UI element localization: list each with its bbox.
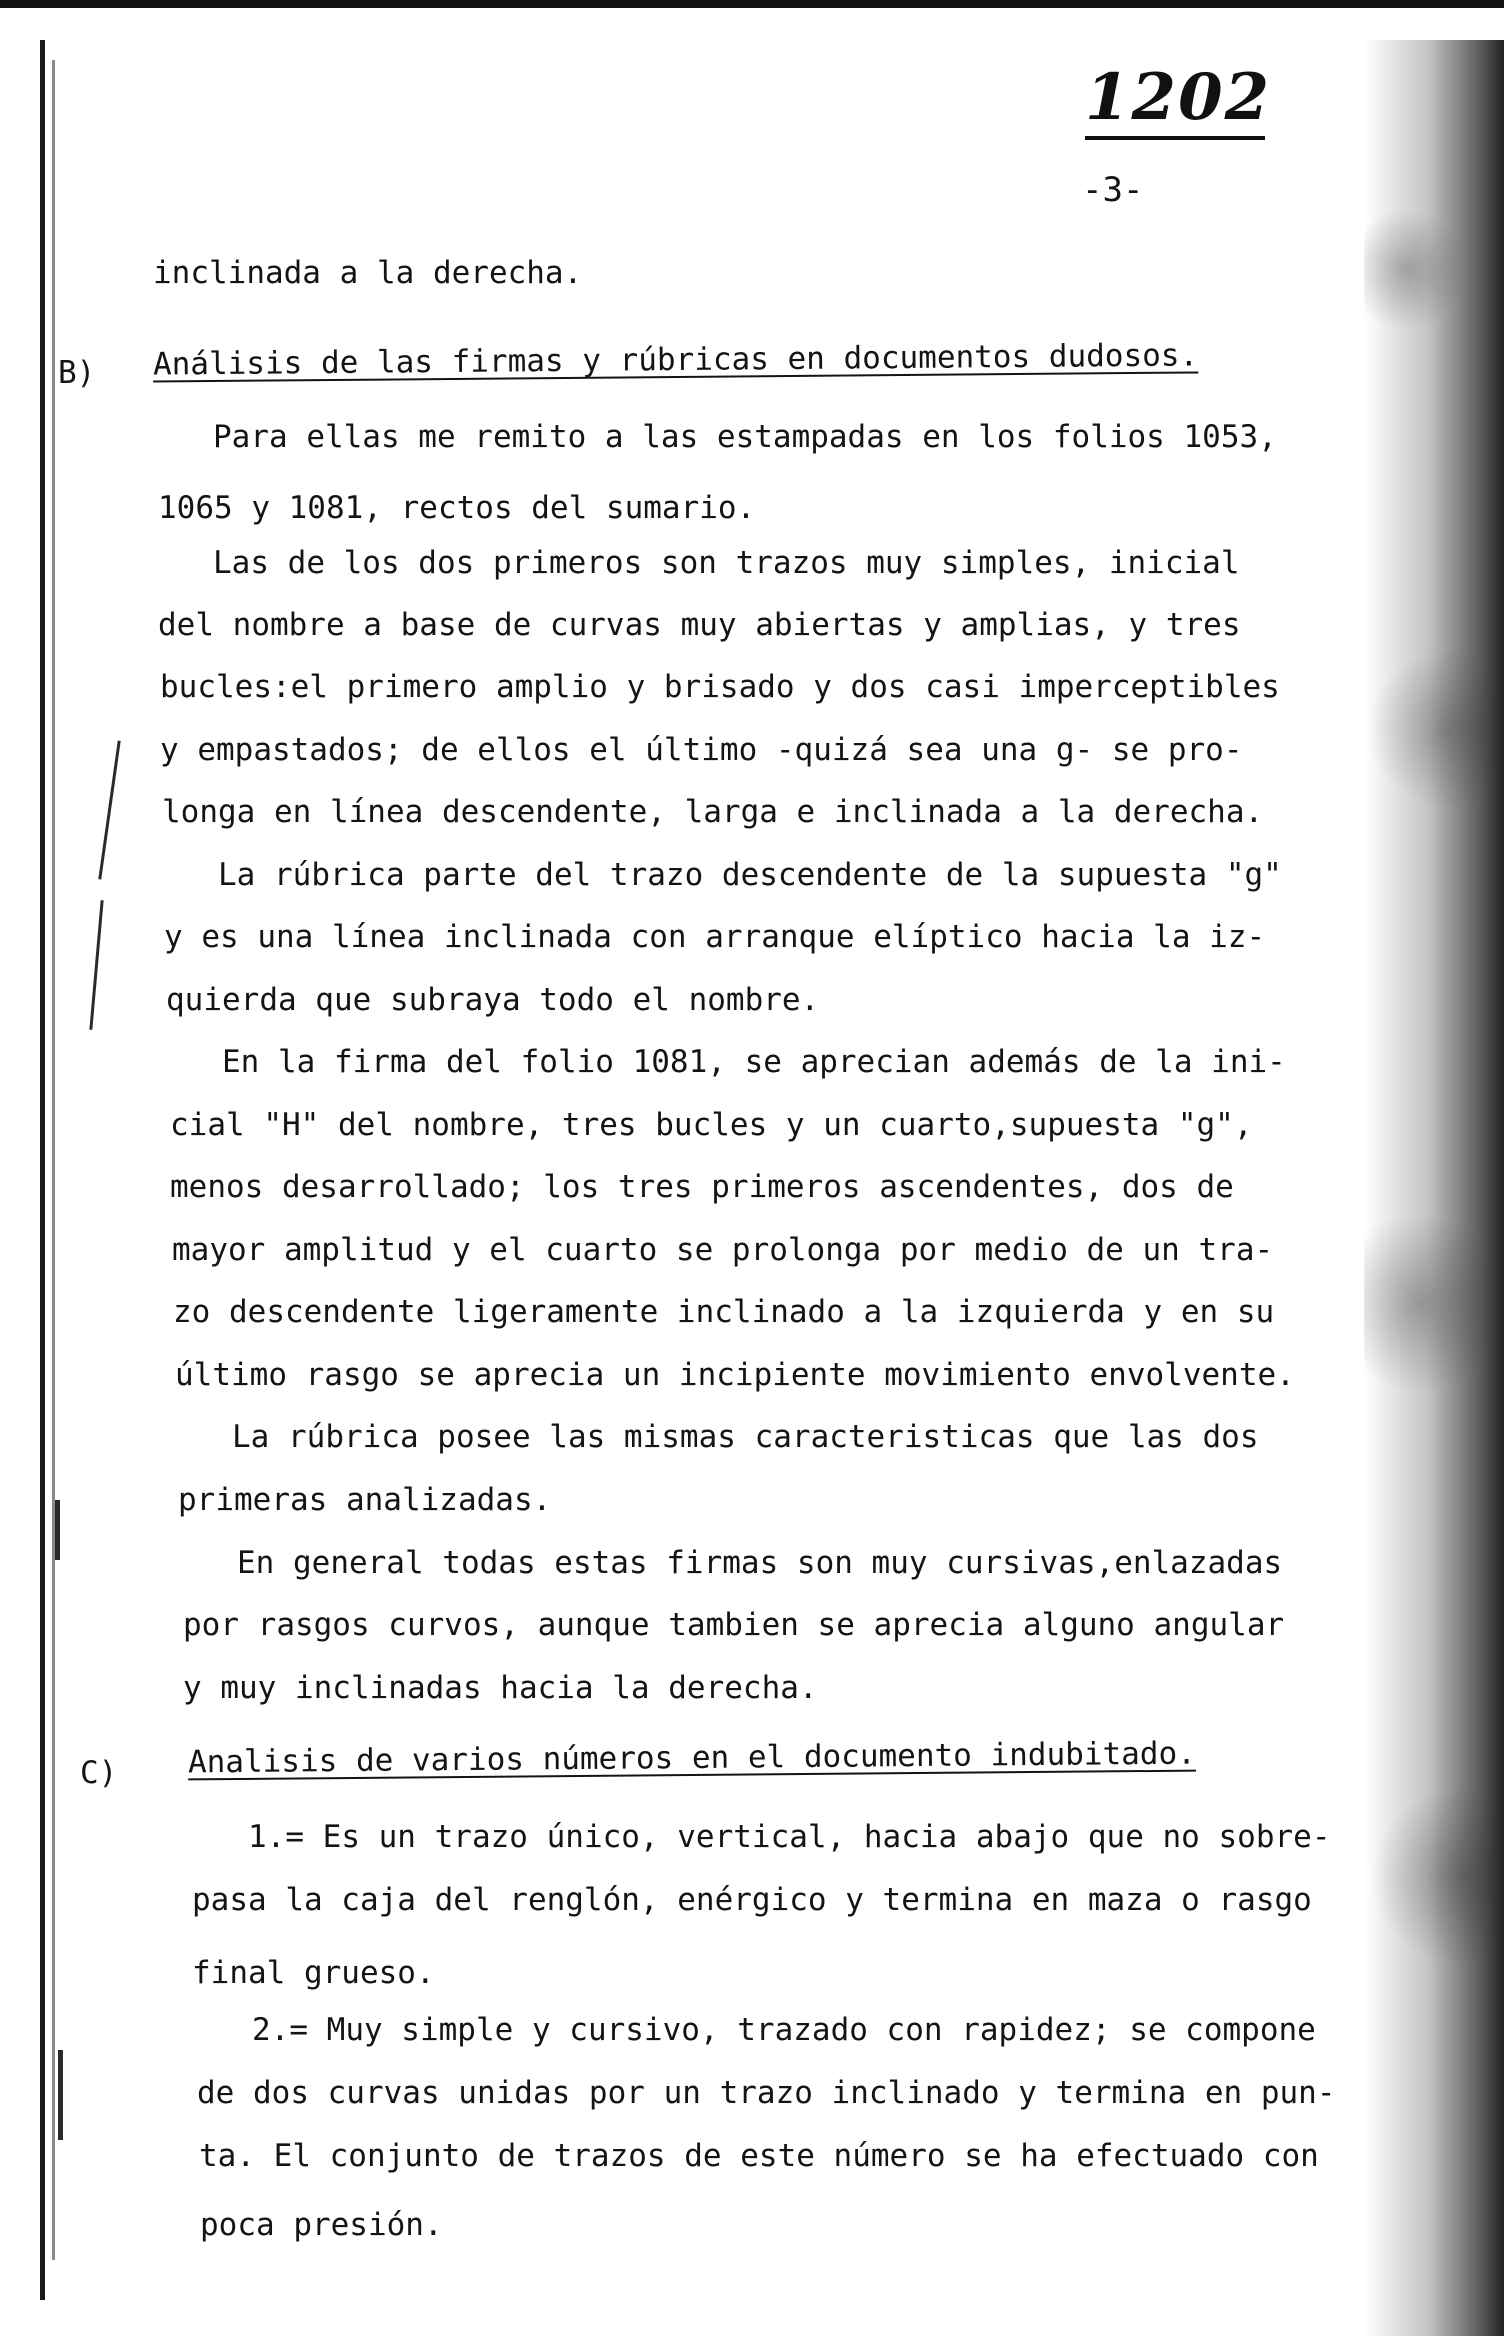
text-line: bucles:el primero amplio y brisado y dos casi imperceptibles <box>160 669 1280 705</box>
text-line: por rasgos curvos, aunque tambien se aprecia alguno angular <box>183 1607 1285 1643</box>
text-line: y muy inclinadas hacia la derecha. <box>183 1670 818 1706</box>
section-marker-c: C) <box>80 1755 118 1791</box>
text-line: 2.= Muy simple y cursivo, trazado con rapidez; se compone <box>252 2012 1316 2048</box>
scan-left-edge-shadow <box>52 60 55 2260</box>
text-line: final grueso. <box>192 1955 435 1991</box>
text-line: del nombre a base de curvas muy abiertas y amplias, y tres <box>158 607 1241 643</box>
text-line: En general todas estas firmas son muy cursivas,enlazadas <box>237 1545 1283 1581</box>
text-line: 1065 y 1081, rectos del sumario. <box>158 490 756 526</box>
text-line: pasa la caja del renglón, enérgico y termina en maza o rasgo <box>192 1882 1312 1918</box>
section-heading-b: Análisis de las firmas y rúbricas en documentos dudosos. <box>152 337 1199 383</box>
margin-mark-line <box>89 900 103 1030</box>
text-line: y empastados; de ellos el último -quizá sea una g- se pro- <box>160 732 1243 768</box>
text-line: ta. El conjunto de trazos de este número se ha efectuado con <box>199 2138 1319 2174</box>
text-line: último rasgo se aprecia un incipiente movimiento envolvente. <box>175 1357 1295 1393</box>
text-line: y es una línea inclinada con arranque elíptico hacia la iz- <box>164 919 1266 955</box>
scan-right-smudge <box>1364 40 1504 2336</box>
text-line: La rúbrica posee las mismas caracteristicas que las dos <box>232 1419 1259 1455</box>
text-line: mayor amplitud y el cuarto se prolonga por medio de un tra- <box>172 1232 1274 1268</box>
scan-left-edge <box>40 40 45 2300</box>
margin-mark-line <box>58 2050 63 2140</box>
text-line: quierda que subraya todo el nombre. <box>166 982 820 1018</box>
text-line: primeras analizadas. <box>178 1482 552 1518</box>
folio-number-handwritten: 1202 <box>1085 60 1272 135</box>
text-line: longa en línea descendente, larga e inclinada a la derecha. <box>162 794 1264 830</box>
text-line: En la firma del folio 1081, se aprecian además de la ini- <box>222 1044 1286 1080</box>
text-line: 1.= Es un trazo único, vertical, hacia abajo que no sobre- <box>248 1819 1331 1855</box>
margin-mark-line <box>98 740 120 879</box>
folio-underline <box>1085 136 1265 140</box>
text-line: zo descendente ligeramente inclinado a la izquierda y en su <box>173 1294 1275 1330</box>
text-line: Las de los dos primeros son trazos muy simples, inicial <box>213 545 1240 581</box>
scan-top-edge <box>0 0 1504 8</box>
text-line: poca presión. <box>200 2207 443 2243</box>
section-marker-b: B) <box>58 355 96 391</box>
text-line: La rúbrica parte del trazo descendente de la supuesta "g" <box>218 857 1282 893</box>
text-line: cial "H" del nombre, tres bucles y un cuarto,supuesta "g", <box>170 1107 1253 1143</box>
section-heading-c: Analisis de varios números en el documento indubitado. <box>187 1735 1196 1781</box>
text-line: inclinada a la derecha. <box>153 255 583 291</box>
text-line: Para ellas me remito a las estampadas en los folios 1053, <box>213 419 1277 455</box>
text-line: menos desarrollado; los tres primeros ascendentes, dos de <box>170 1169 1234 1205</box>
page-number: -3- <box>1082 170 1144 210</box>
text-line: de dos curvas unidas por un trazo inclinado y termina en pun- <box>197 2075 1336 2111</box>
margin-mark-line <box>55 1500 60 1560</box>
